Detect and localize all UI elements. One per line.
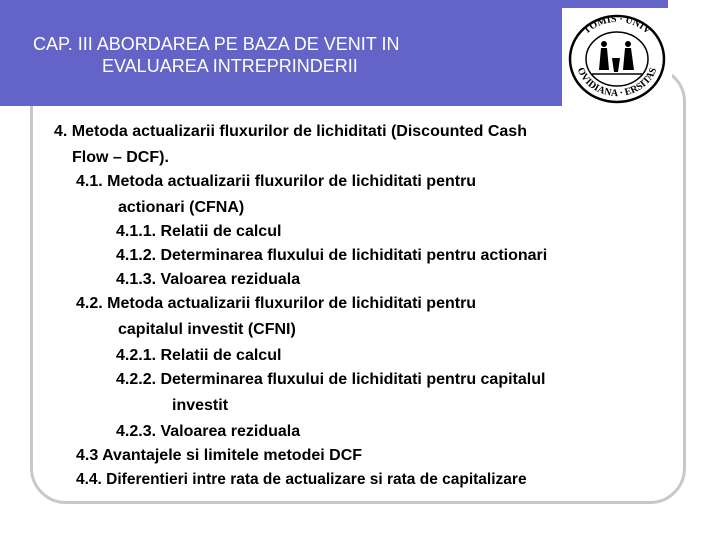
outline-item: 4.4. Diferentieri intre rata de actualizare si rata de capitalizare: [76, 471, 527, 488]
outline-item: 4.1.2. Determinarea fluxului de lichiditati pentru actionari: [116, 247, 548, 264]
svg-text:OVIDIANA · ERSITAS: OVIDIANA · ERSITAS: [574, 66, 660, 100]
outline-item: 4.2. Metoda actualizarii fluxurilor de lichiditati pentru: [76, 295, 477, 312]
outline-item: 4.1. Metoda actualizarii fluxurilor de lichiditati pentru: [76, 173, 477, 190]
svg-text:TOMIS · UNIV: TOMIS · UNIV: [581, 13, 653, 37]
outline-item: Flow – DCF).: [72, 149, 169, 166]
outline-item: capitalul investit (CFNI): [118, 321, 296, 338]
outline-item: 4.1.3. Valoarea reziduala: [116, 271, 301, 288]
outline-item: 4.1.1. Relatii de calcul: [116, 223, 282, 240]
title-line-2: EVALUAREA INTREPRINDERII: [102, 56, 358, 76]
outline-item: 4. Metoda actualizarii fluxurilor de lichiditati (Discounted Cash: [54, 123, 527, 140]
outline-item: 4.3 Avantajele si limitele metodei DCF: [76, 447, 363, 464]
outline-item: investit: [172, 397, 229, 414]
outline-item: 4.2.2. Determinarea fluxului de lichiditati pentru capitalul: [116, 371, 546, 388]
outline-item: actionari (CFNA): [118, 199, 245, 216]
outline-item: 4.2.3. Valoarea reziduala: [116, 423, 301, 440]
outline-item: 4.2.1. Relatii de calcul: [116, 347, 282, 364]
title-line-1: CAP. III ABORDAREA PE BAZA DE VENIT IN: [33, 34, 400, 54]
